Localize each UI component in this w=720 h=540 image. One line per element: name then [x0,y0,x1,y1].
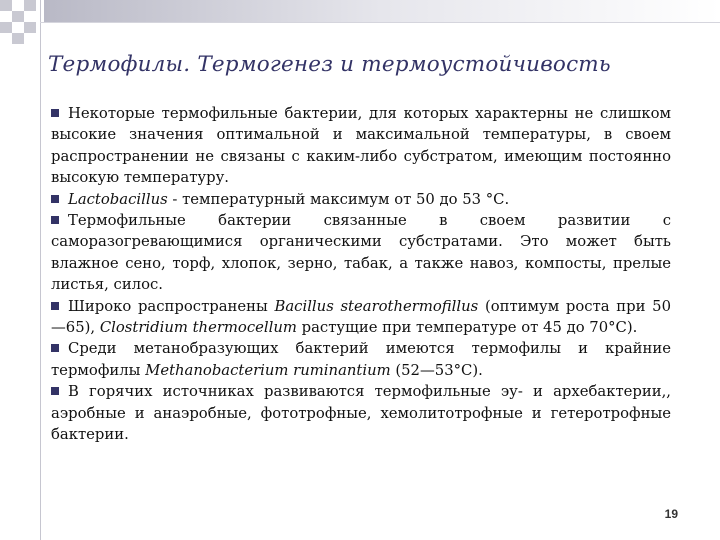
left-rule-line [40,0,41,540]
square-bullet-icon [51,344,59,352]
bullet-item: В горячих источниках развиваются термофильные эу- и архебактерии,, аэробные и анаэробные, фототрофные, хемолитотрофные и гетеротрофные бактерии. [51,383,671,444]
square-bullet-icon [51,216,59,224]
bullet-item: Широко распространены Bacillus stearothermofillus (оптимум роста при 50—65), Clostridium thermocellum растущие при температуре от 45 до 70°С). [51,297,671,337]
slide-title: Термофилы. Термогенез и термоустойчивость [48,52,611,77]
square-bullet-icon [51,109,59,117]
bullet-item: Lactobacillus - температурный максимум от 50 до 53 °С. [51,189,671,210]
square-bullet-icon [51,195,59,203]
square-bullet-icon [51,302,59,310]
bullet-list [51,103,671,446]
bullet-item: Некоторые термофильные бактерии, для которых характерны не слишком высокие значения оптимальной и максимальной температуры, в своем распространении не связаны с каким-либо субстратом, имеющим постоянно высокую температуру. [51,105,671,187]
page-number: 19 [664,507,678,521]
bullet-item: Термофильные бактерии связанные в своем развитии с саморазогревающимися органическими субстратами. Это может быть влажное сено, торф, хлопок, зерно, табак, а также навоз, компосты, прелые листья, силос. [51,212,671,294]
square-bullet-icon [51,387,59,395]
top-gradient-band [44,0,720,22]
bullet-item: Среди метанобразующих бактерий имеются термофилы и крайние термофилы Methanobacterium ruminantium (52—53°С). [51,340,671,379]
top-rule-line [40,22,720,23]
